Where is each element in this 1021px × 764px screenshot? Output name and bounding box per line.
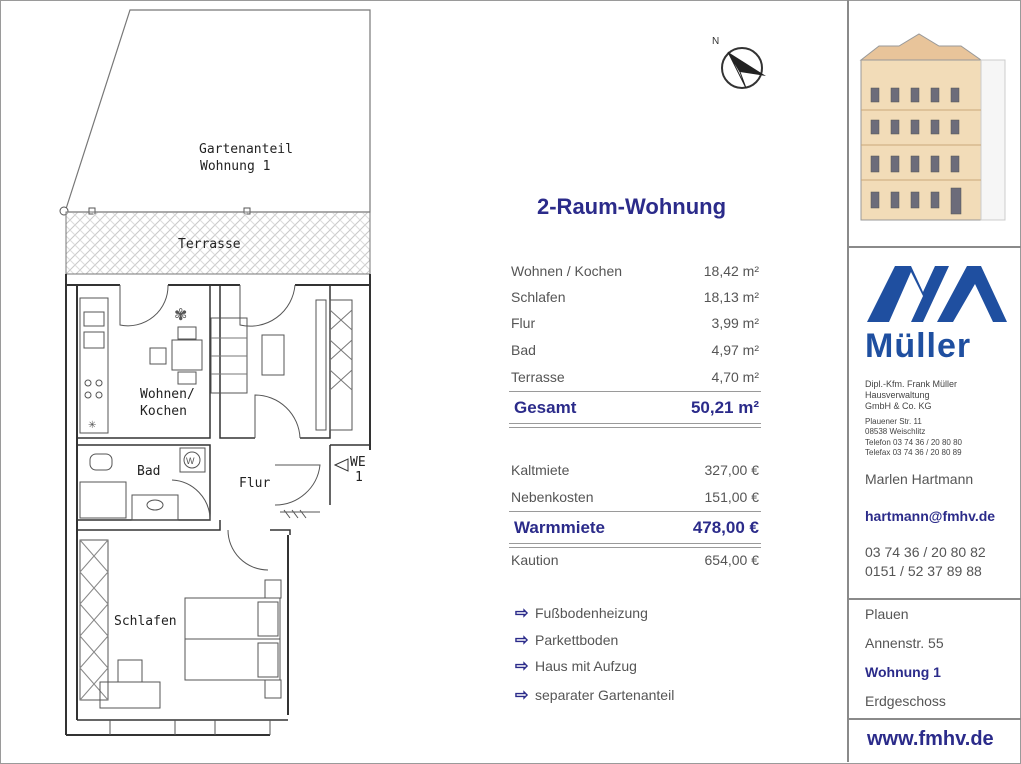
sidebar (847, 0, 1021, 762)
feature-item (515, 656, 637, 676)
building-image (849, 0, 1021, 246)
sidebar-divider (849, 718, 1021, 720)
area-label: Flur (511, 315, 536, 331)
living-label-line2: Kochen (140, 404, 187, 419)
deposit-label: Kaution (511, 552, 559, 568)
floor-plan (0, 0, 500, 764)
compass-icon (706, 36, 776, 96)
arrow-right-icon: ⇨ (515, 632, 529, 649)
company-name: Dipl.-Kfm. Frank Müller (865, 379, 958, 389)
contact-name: Marlen Hartmann (865, 471, 974, 487)
divider-double (509, 543, 761, 548)
area-value: 18,13 m² (703, 289, 759, 305)
total-label: Gesamt (514, 398, 577, 417)
warm-rent-label: Warmmiete (514, 518, 606, 537)
divider-double (509, 423, 761, 428)
bath-label: Bad (137, 464, 161, 479)
area-value: 4,97 m² (711, 342, 759, 358)
company-logo (849, 262, 1021, 372)
area-value: 4,70 m² (711, 369, 759, 385)
living-label-line1: Wohnen/ (140, 387, 195, 402)
compass-letter: N (712, 36, 720, 47)
warm-rent-row (511, 516, 759, 538)
area-total-row (511, 396, 759, 418)
deposit-row (511, 550, 759, 572)
apartment-title: 2-Raum-Wohnung (537, 194, 727, 219)
deposit-value: 654,00 € (704, 552, 759, 568)
terrace-label: Terrasse (178, 237, 241, 252)
area-label: Terrasse (511, 369, 565, 385)
area-value: 3,99 m² (711, 315, 759, 331)
cost-label: Kaltmiete (511, 462, 570, 478)
area-label: Wohnen / Kochen (511, 263, 623, 279)
company-phone: Telefon 03 74 36 / 20 80 80 (865, 438, 962, 447)
feature-label: Fußbodenheizung (535, 605, 648, 621)
svg-text:W: W (186, 456, 195, 466)
garden-label-line1: Gartenanteil (199, 142, 293, 157)
svg-text:✾: ✾ (174, 307, 188, 324)
warm-rent-value: 478,00 € (692, 518, 759, 537)
cost-row-additional (511, 487, 759, 509)
entrance-label-line2: 1 (355, 470, 363, 485)
area-row-bedroom (511, 287, 759, 309)
area-row-living (511, 261, 759, 283)
area-row-terrace (511, 367, 759, 389)
area-row-hall (511, 313, 759, 335)
feature-item (515, 685, 674, 705)
cost-label: Nebenkosten (511, 489, 594, 505)
area-row-bath (511, 340, 759, 362)
feature-label: separater Gartenanteil (535, 687, 675, 703)
company-type: Hausverwaltung (865, 390, 930, 400)
cost-row-cold-rent (511, 460, 759, 482)
svg-text:✳: ✳ (88, 420, 97, 431)
location-city: Plauen (865, 606, 909, 622)
divider (509, 391, 761, 392)
company-city: 08538 Weischlitz (865, 427, 926, 436)
total-value: 50,21 m² (690, 398, 759, 417)
divider (509, 511, 761, 512)
garden-label-line2: Wohnung 1 (200, 159, 271, 174)
bedroom-label: Schlafen (114, 614, 177, 629)
sidebar-divider (849, 598, 1021, 600)
area-value: 18,42 m² (703, 263, 759, 279)
contact-phone-2: 0151 / 52 37 89 88 (865, 563, 982, 579)
cost-value: 151,00 € (704, 489, 759, 505)
feature-label: Parkettboden (535, 632, 619, 648)
hall-label: Flur (239, 476, 271, 491)
sidebar-divider (849, 246, 1021, 248)
entrance-label-line1: WE (350, 455, 366, 470)
location-unit: Wohnung 1 (865, 664, 941, 680)
arrow-right-icon: ⇨ (515, 658, 529, 675)
feature-label: Haus mit Aufzug (535, 658, 637, 674)
company-form: GmbH & Co. KG (865, 401, 932, 411)
feature-item (515, 603, 648, 623)
company-street: Plauener Str. 11 (865, 417, 922, 426)
feature-item (515, 630, 618, 650)
location-street: Annenstr. 55 (865, 635, 944, 651)
location-floor: Erdgeschoss (865, 693, 946, 709)
logo-text: Müller (865, 327, 972, 365)
website-link[interactable]: www.fmhv.de (867, 728, 994, 750)
cost-value: 327,00 € (704, 462, 759, 478)
arrow-right-icon: ⇨ (515, 687, 529, 704)
arrow-right-icon: ⇨ (515, 605, 529, 622)
area-label: Bad (511, 342, 536, 358)
area-label: Schlafen (511, 289, 566, 305)
company-fax: Telefax 03 74 36 / 20 80 89 (865, 448, 962, 457)
contact-phone-1: 03 74 36 / 20 80 82 (865, 544, 986, 560)
contact-email-link[interactable]: hartmann@fmhv.de (865, 508, 996, 524)
